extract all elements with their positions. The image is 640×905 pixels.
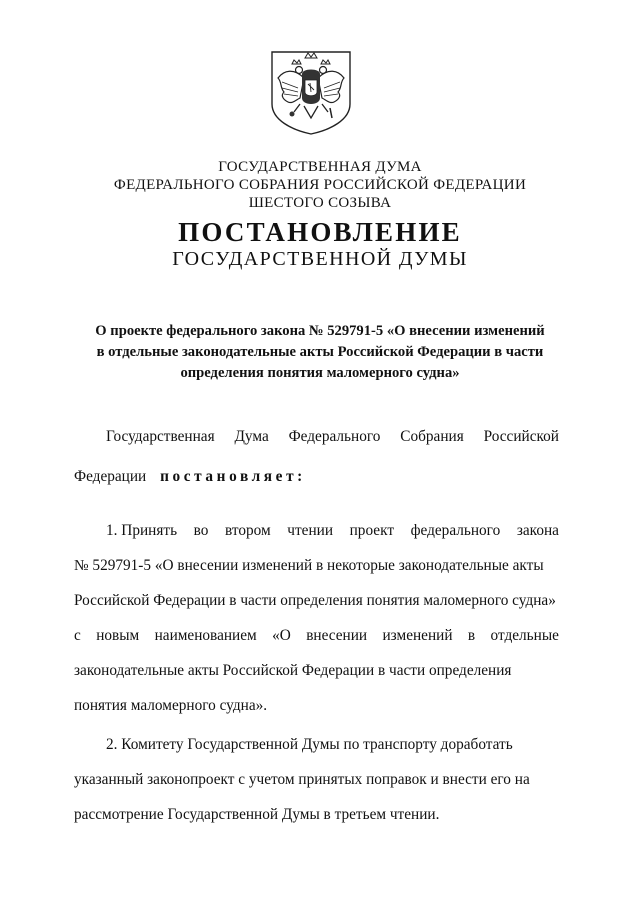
item1-line-5: законодательные акты Российской Федерации в части определения: [74, 662, 512, 679]
item1-line-2: № 529791-5 «О внесении изменений в некоторые законодательные акты: [74, 557, 544, 574]
subject-line-2: в отдельные законодательные акты Российской Федерации в части: [96, 344, 544, 360]
preamble-resolves: постановляет:: [160, 468, 306, 485]
item2-line-2: указанный законопроект с учетом принятых поправок и внести его на: [74, 771, 530, 788]
word: Государственная: [106, 428, 215, 445]
word: чтении: [287, 522, 334, 539]
word: наименованием: [154, 627, 257, 644]
item1-line-1: [106, 522, 559, 540]
word: в: [467, 627, 476, 644]
preamble-line-1: [106, 428, 559, 446]
coat-of-arms-emblem: [268, 48, 354, 136]
preamble-federation: Федерации: [74, 468, 147, 485]
document-subtitle: ГОСУДАРСТВЕННОЙ ДУМЫ: [172, 248, 468, 270]
item1-line-6: понятия маломерного судна».: [74, 697, 268, 714]
word: Дума: [234, 428, 269, 445]
word: Российской: [483, 428, 559, 445]
subject-line-3: определения понятия маломерного судна»: [180, 365, 460, 381]
word: закона: [516, 522, 559, 539]
word: «О: [272, 627, 291, 644]
item1-line-3: Российской Федерации в части определения понятия маломерного судна»: [74, 592, 556, 609]
word: втором: [225, 522, 271, 539]
org-line-convocation: ШЕСТОГО СОЗЫВА: [248, 195, 392, 211]
word: отдельные: [490, 627, 559, 644]
word: с: [74, 627, 81, 644]
org-line-assembly: ФЕДЕРАЛЬНОГО СОБРАНИЯ РОССИЙСКОЙ ФЕДЕРАЦИИ: [113, 177, 527, 193]
document-title: ПОСТАНОВЛЕНИЕ: [178, 217, 462, 247]
word: новым: [96, 627, 140, 644]
subject-line-1: О проекте федерального закона № 529791-5 «О внесении изменений: [95, 323, 545, 339]
word: федерального: [410, 522, 501, 539]
word: 1. Принять: [106, 522, 178, 539]
item2-line-1: 2. Комитету Государственной Думы по транспорту доработать: [106, 736, 513, 753]
preamble-line-2: [74, 468, 306, 486]
item2-line-3: рассмотрение Государственной Думы в третьем чтении.: [74, 806, 440, 823]
word: проект: [349, 522, 394, 539]
word: изменений: [382, 627, 453, 644]
org-line-duma: ГОСУДАРСТВЕННАЯ ДУМА: [218, 159, 422, 175]
word: Собрания: [400, 428, 464, 445]
word: внесении: [306, 627, 368, 644]
item1-line-4: [74, 627, 559, 645]
word: Федерального: [288, 428, 381, 445]
word: во: [193, 522, 209, 539]
